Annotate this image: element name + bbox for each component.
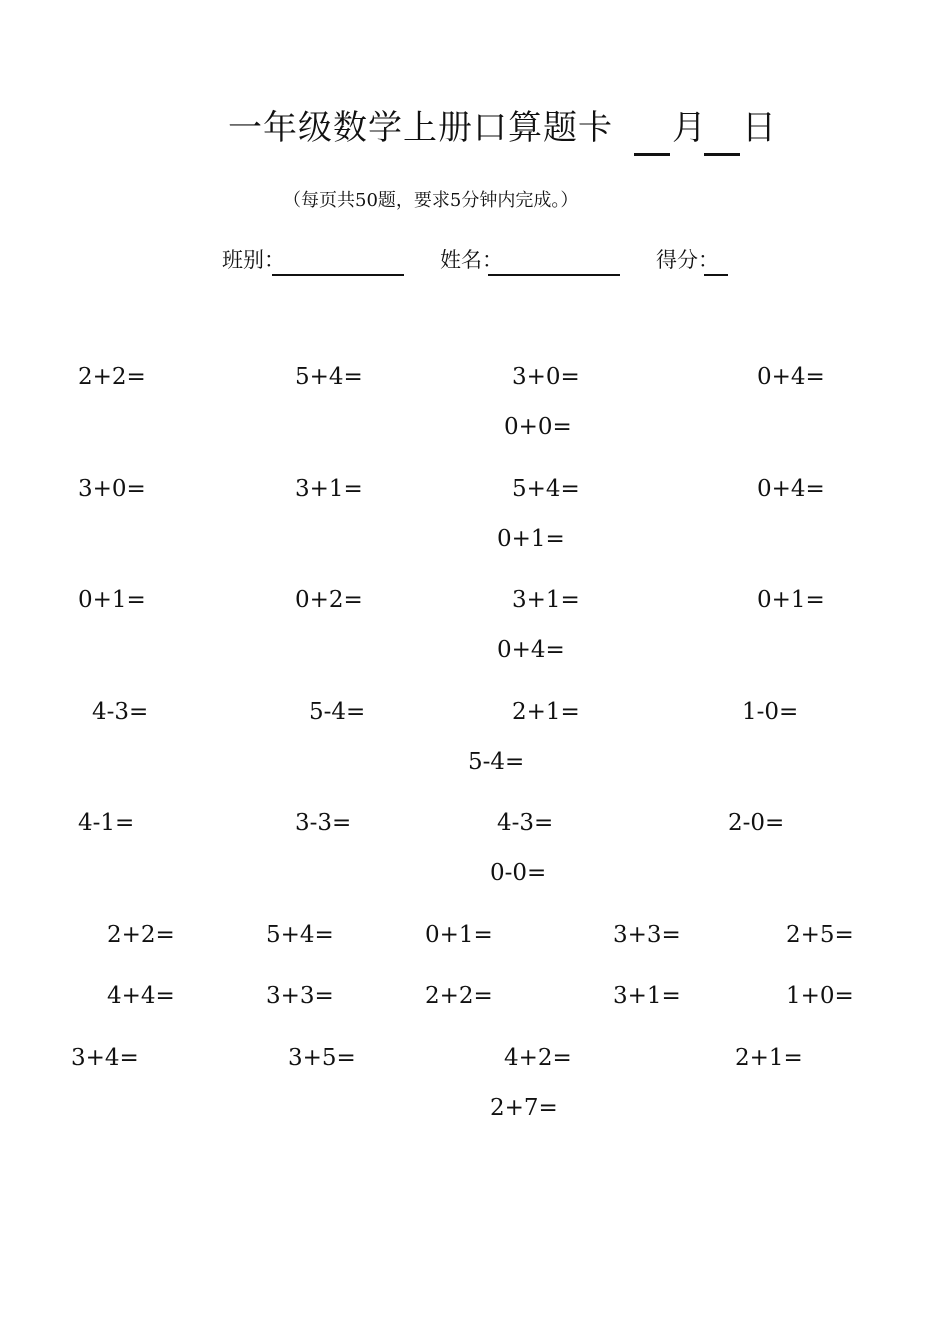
problem: 2+2=	[107, 922, 175, 948]
problem: 3-3=	[295, 810, 352, 836]
problem: 0+4=	[757, 476, 825, 502]
problem: 2+2=	[425, 983, 493, 1009]
problem: 3+4=	[71, 1045, 139, 1071]
problem: 2+5=	[786, 922, 854, 948]
problem: 2+1=	[735, 1045, 803, 1071]
name-label: 姓名：	[440, 248, 503, 272]
day-label: 日	[742, 108, 777, 148]
problem: 5-4=	[468, 749, 525, 775]
problem: 5-4=	[309, 699, 366, 725]
month-blank[interactable]	[634, 153, 670, 156]
problem: 0+1=	[497, 526, 565, 552]
score-field[interactable]	[704, 274, 728, 276]
problem: 3+3=	[266, 983, 334, 1009]
problem: 2+7=	[490, 1095, 558, 1121]
problem: 5+4=	[512, 476, 580, 502]
day-blank[interactable]	[704, 153, 740, 156]
problem: 0+4=	[757, 364, 825, 390]
problem: 4+2=	[504, 1045, 572, 1071]
page-title: 一年级数学上册口算题卡	[228, 108, 613, 148]
problem: 0-0=	[490, 860, 547, 886]
problem: 3+1=	[295, 476, 363, 502]
class-label: 班别：	[222, 248, 285, 272]
problem: 2+2=	[78, 364, 146, 390]
problem: 0+0=	[504, 414, 572, 440]
problem: 4+4=	[107, 983, 175, 1009]
problem: 3+1=	[512, 587, 580, 613]
problem: 5+4=	[295, 364, 363, 390]
instructions: （每页共50题，要求5分钟内完成。）	[283, 190, 579, 211]
class-field[interactable]	[272, 274, 404, 276]
score-label: 得分：	[656, 248, 719, 272]
problem: 5+4=	[266, 922, 334, 948]
problem: 0+1=	[425, 922, 493, 948]
problem: 0+1=	[78, 587, 146, 613]
problem: 2-0=	[728, 810, 785, 836]
problem: 1+0=	[786, 983, 854, 1009]
month-label: 月	[672, 108, 707, 148]
problem: 0+1=	[757, 587, 825, 613]
problem: 2+1=	[512, 699, 580, 725]
problem: 4-3=	[92, 699, 149, 725]
problem: 3+3=	[613, 922, 681, 948]
problem: 0+4=	[497, 637, 565, 663]
problem: 3+1=	[613, 983, 681, 1009]
problem: 1-0=	[742, 699, 799, 725]
problem: 3+0=	[512, 364, 580, 390]
problem: 3+0=	[78, 476, 146, 502]
problem: 4-1=	[78, 810, 135, 836]
problem: 3+5=	[288, 1045, 356, 1071]
name-field[interactable]	[488, 274, 620, 276]
problem: 4-3=	[497, 810, 554, 836]
problem: 0+2=	[295, 587, 363, 613]
